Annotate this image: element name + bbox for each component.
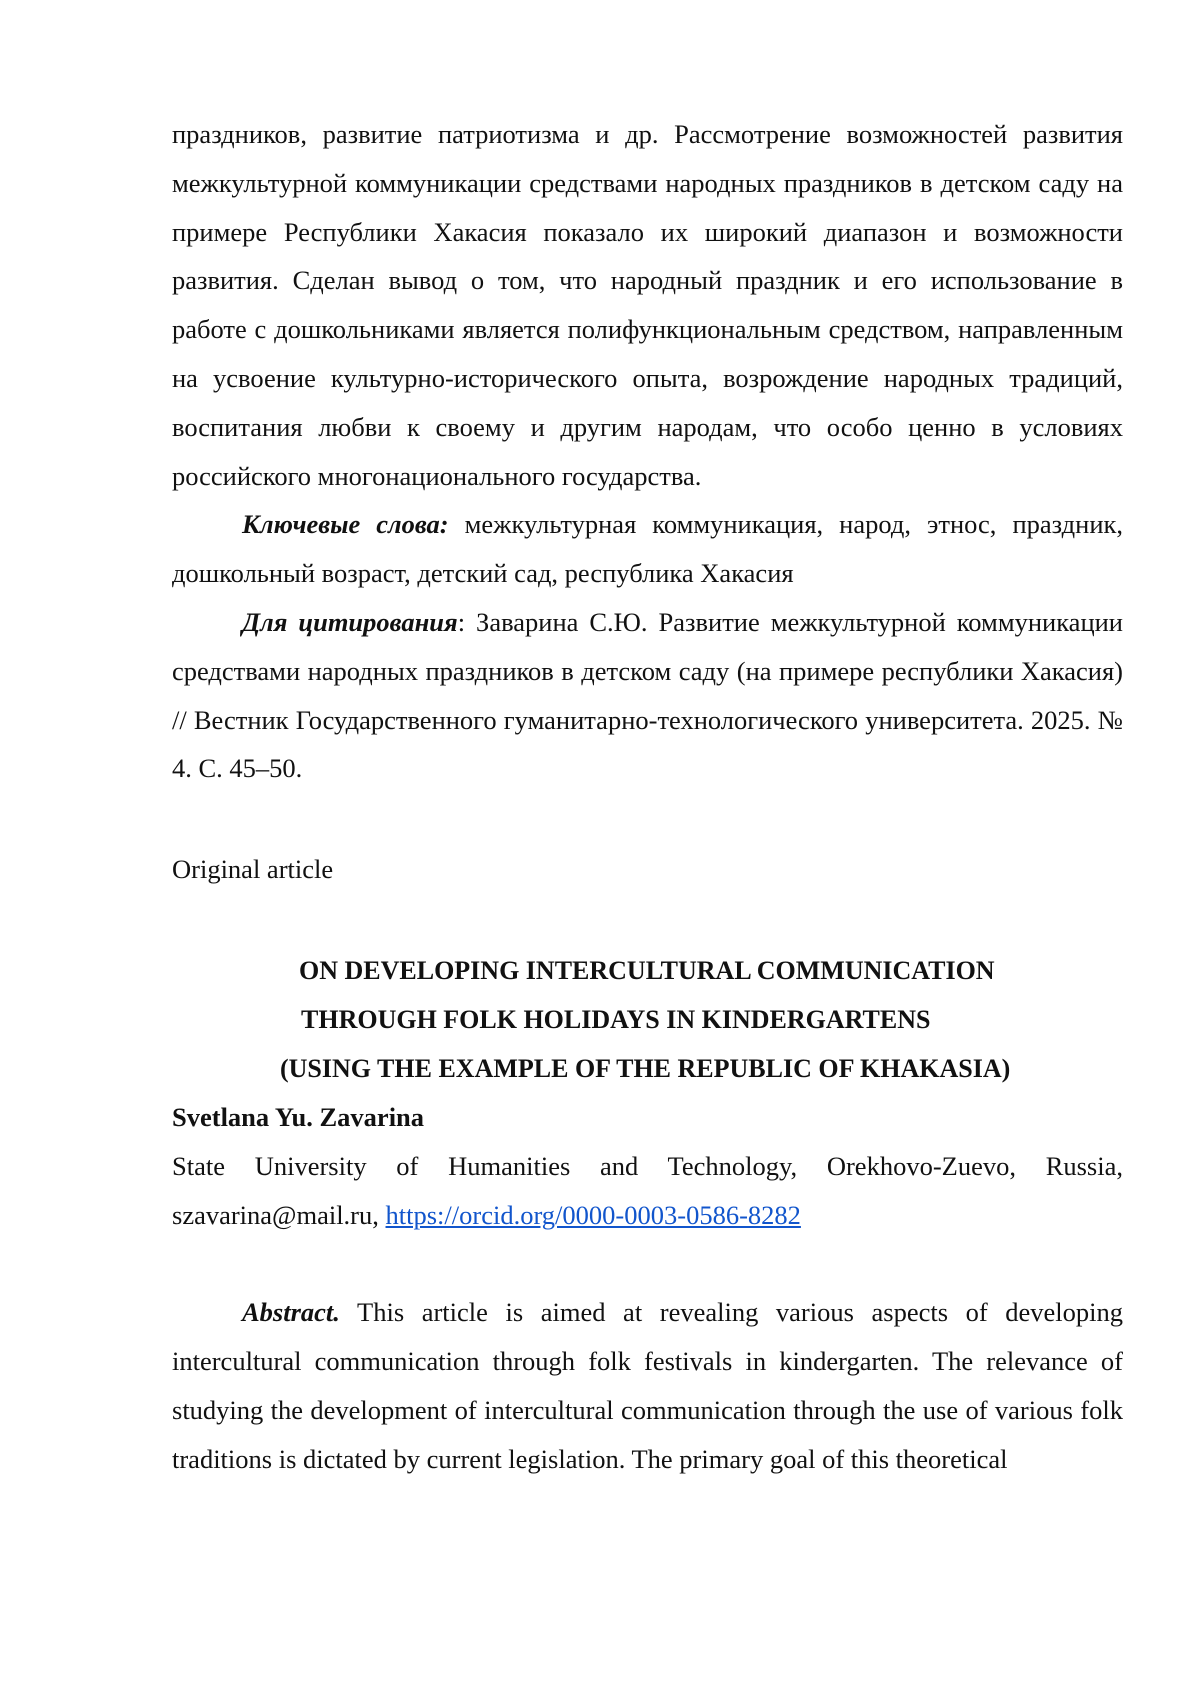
citation-label: Для цитирования	[242, 606, 458, 637]
abstract-label: Abstract.	[242, 1297, 340, 1328]
title-line-3: (USING THE EXAMPLE OF THE REPUBLIC OF KHAKASIA)	[280, 1053, 1011, 1083]
orcid-link[interactable]: https://orcid.org/0000-0003-0586-8282	[385, 1199, 801, 1230]
title-line-1: ON DEVELOPING INTERCULTURAL COMMUNICATION	[299, 955, 995, 985]
document-page	[172, 110, 1123, 1484]
author-email: szavarina@mail.ru,	[172, 1199, 386, 1230]
section-spacer	[172, 1239, 1123, 1288]
author-affiliation	[172, 1142, 1123, 1240]
keywords-paragraph	[172, 500, 1123, 598]
author-name: Svetlana Yu. Zavarina	[172, 1101, 425, 1132]
article-type: Original article	[172, 854, 334, 885]
keywords-text: межкультурная коммуникация, народ, этнос, праздник, дошкольный возраст, детский сад, республика Хакасия	[172, 509, 1123, 589]
affiliation-text: State University of Humanities and Technology, Orekhovo-Zuevo, Russia,	[172, 1150, 1123, 1181]
article-title	[172, 946, 1123, 1093]
english-abstract	[172, 1288, 1123, 1483]
keywords-label: Ключевые слова:	[242, 509, 449, 540]
russian-abstract-continuation: праздников, развитие патриотизма и др. Рассмотрение возможностей развития межкультурной коммуникации средствами народных праздников в детском саду на примере Республики Хакасия показало их широкий диапазон и возможности развития. Сделан вывод о том, что народный праздник и его использование в работе с дошкольниками является полифункциональным средством, направленным на усвоение культурно-исторического опыта, возрождение народных традиций, воспитания любви к своему и другим народам, что особо ценно в условиях российского многонационального государства.	[172, 119, 1123, 491]
title-line-2: THROUGH FOLK HOLIDAYS IN KINDERGARTENS	[301, 1004, 931, 1034]
section-spacer	[172, 894, 1123, 946]
citation-text: : Заварина С.Ю. Развитие межкультурной коммуникации средствами народных праздников в детском саду (на примере республики Хакасия) // Вестник Государственного гуманитарно-технологического университета. 2025. № 4. С. 45–50.	[172, 606, 1123, 784]
abstract-text: This article is aimed at revealing various aspects of developing intercultural communication through folk festivals in kindergarten. The relevance of studying the development of intercultural communication through the use of various folk traditions is dictated by current legislation. The primary goal of this theoretical	[172, 1297, 1123, 1474]
section-spacer	[172, 793, 1123, 845]
citation-paragraph	[172, 598, 1123, 793]
